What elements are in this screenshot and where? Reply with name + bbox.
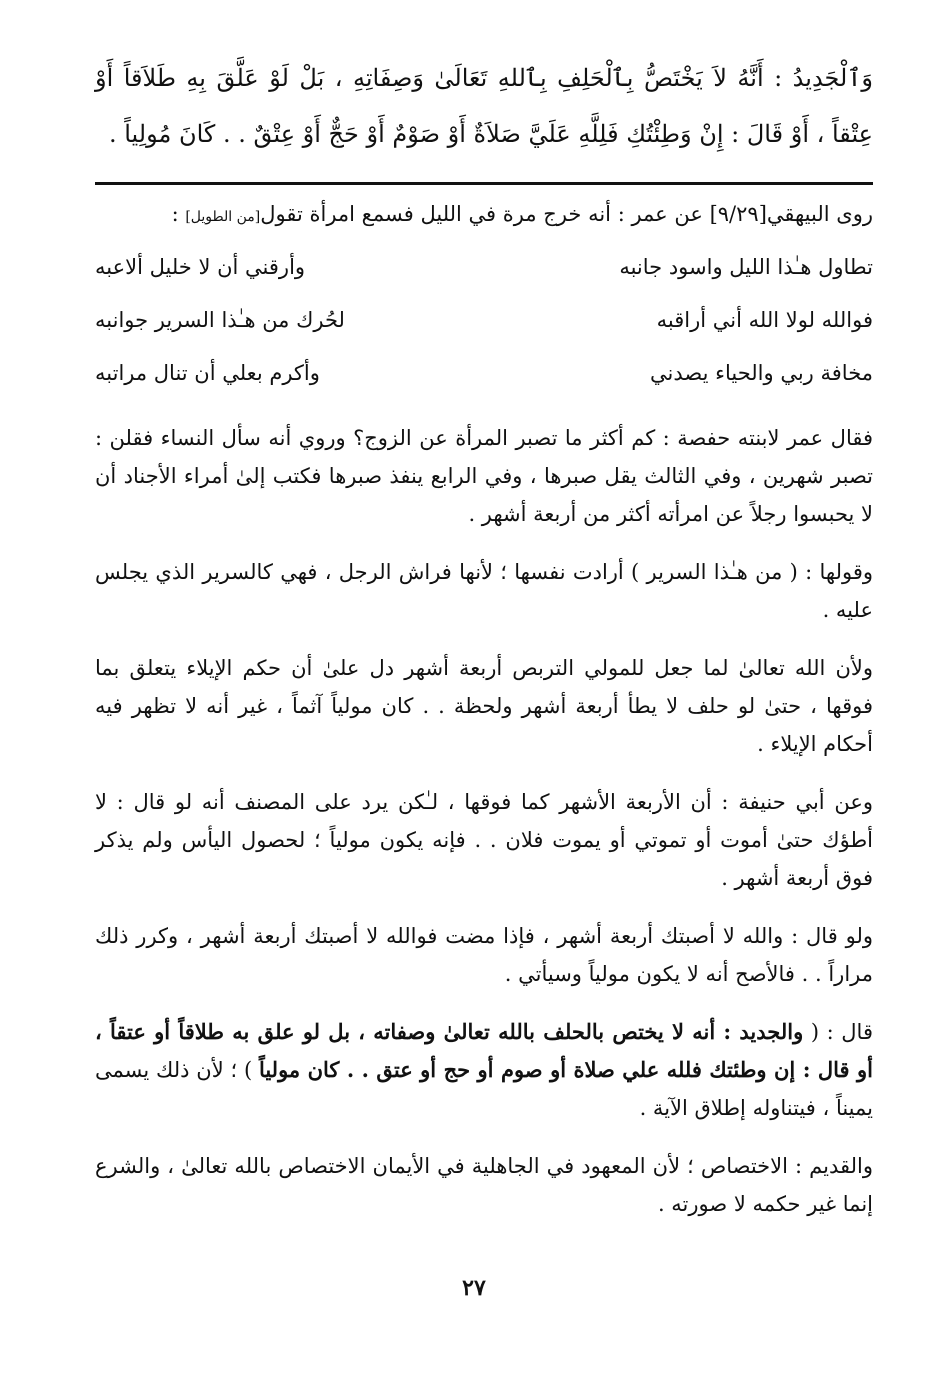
commentary-paragraph: فقال عمر لابنته حفصة : كم أكثر ما تصبر المرأة عن الزوج؟ وروي أنه سأل النساء فقلن : تصبر شهرين ، وفي الثالث يقل صبرها ، وفي الرابع ينفذ صبرها فكتب إلىٰ أمراء الأجناد أن لا يحبسوا رجلاً عن امرأته أكثر من أربعة أشهر . [95, 426, 873, 526]
poem [95, 240, 873, 399]
separator-rule [95, 182, 873, 185]
verse-second-hemistich: وأرقني أن لا خليل ألاعبه [95, 254, 306, 279]
quote-lead: قال : ( [803, 1020, 873, 1044]
matn-text: وَٱلْجَدِيدُ : أَنَّهُ لاَ يَخْتَصُّ بِٱلْحَلِفِ بِٱللهِ تَعَالَىٰ وَصِفَاتِهِ ، بَلْ لَوْ عَلَّقَ بِهِ طَلاَقاً أَوْ عِتْقاً ، أَوْ قَالَ : إِنْ وَطِئْتُكِ فَلِلَّهِ عَلَيَّ صَلاَةٌ أَوْ صَوْمٌ أَوْ حَجٌّ أَوْ عِتْقٌ . . كَانَ مُولِياً . [95, 64, 873, 148]
intro-colon: : [171, 202, 186, 226]
verse-first-hemistich: تطاول هـٰذا الليل واسود جانبه [619, 254, 873, 279]
poem-verse [95, 346, 873, 399]
poem-verse [95, 293, 873, 346]
quoted-matn: والجديد : أنه لا يختص بالحلف بالله تعالىٰ وصفاته ، بل لو علق به طلاقاً أو عتقاً ، أو قال : إن وطئتك فلله علي صلاة أو صوم أو حج أو عتق . . كان مولياً [95, 1019, 873, 1082]
commentary-paragraph: والقديم : الاختصاص ؛ لأن المعهود في الجاهلية في الأيمان الاختصاص بالله تعالىٰ ، والشرع إنما غير حكمه لا صورته . [95, 1154, 873, 1216]
verse-second-hemistich: وأكرم بعلي أن تنال مراتبه [95, 360, 320, 385]
commentary-paragraph: وعن أبي حنيفة : أن الأربعة الأشهر كما فوقها ، لـٰكن يرد على المصنف أنه لو قال : لا أطؤك حتىٰ أموت أو تموتي أو يموت فلان . . فإنه يكون مولياً ؛ لحصول اليأس ولم يذكر فوق أربعة أشهر . [95, 790, 873, 890]
meter-label: [من الطويل] [185, 209, 261, 225]
commentary-paragraph: ولأن الله تعالىٰ لما جعل للمولي التربص أربعة أشهر دل علىٰ أن حكم الإيلاء يتعلق بما فوقها ، حتىٰ لو حلف لا يطأ أربعة أشهر ولحظة . . كان مولياً آثماً ، غير أنه لا تظهر فيه أحكام الإيلاء . [95, 656, 873, 756]
commentary-paragraph: ولو قال : والله لا أصبتك أربعة أشهر ، فإذا مضت فوالله لا أصبتك أربعة أشهر ، وكرر ذلك مراراً . . فالأصح أنه لا يكون مولياً وسيأتي . [95, 924, 873, 986]
verse-second-hemistich: لحُرك من هـٰذا السرير جوانبه [95, 307, 345, 332]
page-number: ٢٧ [462, 1275, 486, 1301]
verse-first-hemistich: مخافة ربي والحياء يصدني [650, 360, 873, 385]
intro-text: روى البيهقي[٩/٢٩] عن عمر : أنه خرج مرة في الليل فسمع امرأة تقول [260, 202, 873, 226]
quoted-matn-paragraph [95, 1013, 873, 1127]
poem-verse [95, 240, 873, 293]
commentary-intro [95, 195, 873, 236]
commentary-paragraph: وقولها : ( من هـٰذا السرير ) أرادت نفسها ؛ لأنها فراش الرجل ، فهي كالسرير الذي يجلس عليه . [95, 560, 873, 622]
verse-first-hemistich: فوالله لولا الله أني أراقبه [656, 307, 873, 332]
quote-tail: ) ؛ لأن ذلك يسمى يميناً ، فيتناوله إطلاق الآية . [95, 1058, 873, 1120]
